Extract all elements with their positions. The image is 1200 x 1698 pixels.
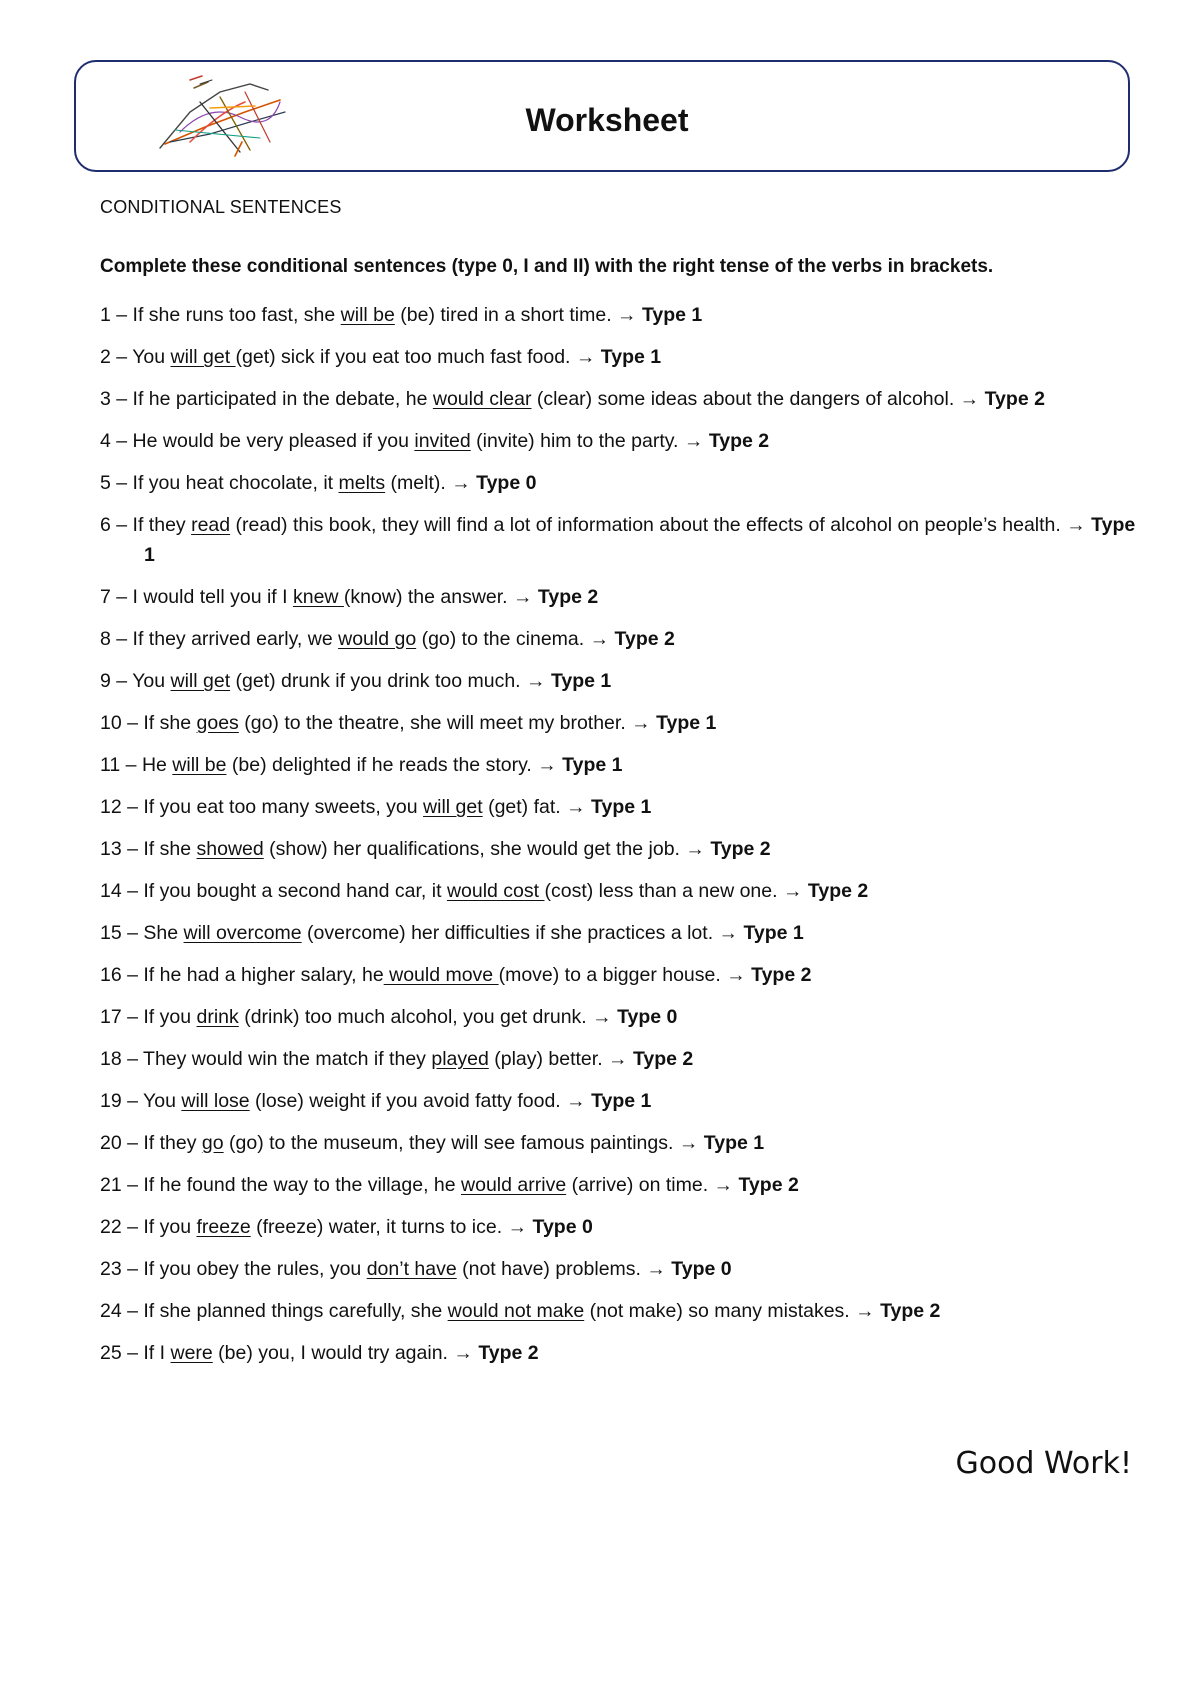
- question-text-after: (know) the answer.: [343, 586, 513, 608]
- question-item: 9 – You will get (get) drunk if you drink too much. → Type 1: [100, 670, 612, 692]
- question-number: 23: [100, 1258, 122, 1280]
- question-item: 23 – If you obey the rules, you don’t have (not have) problems. → Type 0: [100, 1258, 732, 1280]
- type-label: Type 2: [807, 880, 869, 902]
- type-label: Type 1: [703, 1132, 765, 1154]
- question-item: 21 – If he found the way to the village, he would arrive (arrive) on time. → Type 2: [100, 1174, 799, 1196]
- question-number: 17: [100, 1006, 122, 1028]
- question-item: 16 – If he had a higher salary, he would move (move) to a bigger house. → Type 2: [100, 964, 812, 986]
- type-label: Type 2: [632, 1048, 694, 1070]
- type-label: Type 1: [591, 796, 652, 818]
- answer-underlined: will be: [172, 754, 227, 776]
- answer-underlined: would arrive: [461, 1174, 567, 1196]
- answer-underlined: showed: [196, 838, 264, 860]
- question-text-after: (invite) him to the party.: [470, 430, 684, 452]
- question-item: 2 – You will get (get) sick if you eat too much fast food. → Type 1: [100, 346, 662, 368]
- question-text-after: (go) to the museum, they will see famous paintings.: [223, 1132, 679, 1154]
- arrow-icon: →: [959, 388, 980, 410]
- question-item: 22 – If you freeze (freeze) water, it turns to ice. → Type 0: [100, 1216, 593, 1238]
- question-number: 3: [100, 388, 111, 410]
- question-number: 22: [100, 1216, 122, 1238]
- type-label: Type 2: [710, 838, 771, 860]
- arrow-icon: →: [713, 1174, 734, 1196]
- answer-underlined: would cost: [446, 880, 545, 902]
- type-label: Type 1: [550, 670, 612, 692]
- question-item: 5 – If you heat chocolate, it melts (melt). → Type 0: [100, 472, 537, 494]
- question-number: 24: [100, 1300, 122, 1322]
- question-item: 7 – I would tell you if I knew (know) the answer. → Type 2: [100, 586, 599, 608]
- answer-underlined: drink: [196, 1006, 239, 1028]
- answer-underlined: will be: [340, 304, 395, 326]
- answer-underlined: go: [201, 1132, 224, 1154]
- question-number: 6: [100, 514, 111, 536]
- question-number: 15: [100, 922, 122, 944]
- question-text-after: (freeze) water, it turns to ice.: [250, 1216, 508, 1238]
- answer-underlined: invited: [414, 430, 471, 452]
- question-text-after: (go) to the theatre, she will meet my brother.: [238, 712, 632, 734]
- question-text-before: If you eat too many sweets, you: [143, 796, 424, 818]
- arrow-icon: →: [592, 1006, 612, 1028]
- answer-underlined: knew: [292, 586, 344, 608]
- answer-underlined: goes: [196, 712, 239, 734]
- arrow-icon: →: [782, 880, 803, 902]
- question-text-before: If she planned things carefully, she: [143, 1300, 448, 1322]
- question-item: 3 – If he participated in the debate, he would clear (clear) some ideas about the dangers of alcohol. → Type 2: [100, 388, 1045, 410]
- question-number: 10: [100, 712, 122, 734]
- answer-underlined: will lose: [181, 1090, 250, 1112]
- arrow-icon: →: [608, 1048, 628, 1070]
- question-text-after: (show) her qualifications, she would get the job.: [263, 838, 686, 860]
- question-item: 20 – If they go (go) to the museum, they will see famous paintings. → Type 1: [100, 1132, 765, 1154]
- arrow-icon: →: [451, 472, 471, 494]
- arrow-icon: →: [589, 628, 610, 650]
- question-number: 9: [100, 670, 111, 692]
- question-text-before: If he had a higher salary, he: [143, 964, 384, 986]
- question-text-after: (be) you, I would try again.: [212, 1342, 454, 1364]
- question-text-before: If he found the way to the village, he: [143, 1174, 462, 1196]
- question-item: 15 – She will overcome (overcome) her difficulties if she practices a lot. → Type 1: [100, 922, 804, 944]
- question-number: 20: [100, 1132, 122, 1154]
- question-number: 19: [100, 1090, 122, 1112]
- type-label: Type 2: [738, 1174, 799, 1196]
- answer-underlined: will overcome: [183, 922, 302, 944]
- question-text-after: (get) drunk if you drink too much.: [230, 670, 527, 692]
- question-text-after: (get) sick if you eat too much fast food.: [235, 346, 576, 368]
- answer-underlined: were: [170, 1342, 213, 1364]
- question-text-before: If you: [143, 1216, 197, 1238]
- question-text-before: If she: [143, 838, 197, 860]
- question-number: 5: [100, 472, 111, 494]
- arrow-icon: →: [646, 1258, 666, 1280]
- question-text-after: (not have) problems.: [456, 1258, 647, 1280]
- question-number: 14: [100, 880, 122, 902]
- type-label: Type 2: [537, 586, 599, 608]
- question-text-before: You: [132, 346, 171, 368]
- question-text-before: He would be very pleased if you: [132, 430, 415, 452]
- question-number: 11: [100, 754, 121, 776]
- type-label: Type 1: [600, 346, 662, 368]
- arrow-icon: →: [726, 964, 746, 986]
- arrow-icon: →: [683, 430, 704, 452]
- question-text-before: If they: [143, 1132, 202, 1154]
- answer-underlined: don’t have: [366, 1258, 457, 1280]
- question-text-after: (cost) less than a new one.: [544, 880, 783, 902]
- question-text-after: (drink) too much alcohol, you get drunk.: [238, 1006, 593, 1028]
- type-label: Type 1: [562, 754, 623, 776]
- question-text-before: If they arrived early, we: [132, 628, 339, 650]
- answer-underlined: melts: [338, 472, 386, 494]
- type-label: Type 1: [743, 922, 804, 944]
- question-text-after: (lose) weight if you avoid fatty food.: [249, 1090, 567, 1112]
- question-text-before: If I: [143, 1342, 171, 1364]
- question-text-after: (clear) some ideas about the dangers of alcohol.: [531, 388, 960, 410]
- type-label: Type 2: [751, 964, 812, 986]
- section-title: CONDITIONAL SENTENCES: [100, 197, 342, 217]
- logo-sketch-icon: [150, 72, 300, 160]
- question-number: 4: [100, 430, 111, 452]
- answer-underlined: would move: [383, 964, 499, 986]
- arrow-icon: →: [513, 586, 533, 608]
- question-text-before: If they: [132, 514, 192, 536]
- arrow-icon: →: [507, 1216, 528, 1238]
- question-text-after: (not make) so many mistakes.: [584, 1300, 856, 1322]
- type-label: Type 2: [614, 628, 675, 650]
- type-label: Type 1: [144, 514, 1136, 566]
- question-item: 6 – If they read (read) this book, they will find a lot of information about the effects of alcohol on people’s health. → Type 1: [100, 514, 1136, 566]
- type-label: Type 1: [656, 712, 717, 734]
- question-text-before: She: [143, 922, 184, 944]
- question-number: 13: [100, 838, 122, 860]
- question-item: 18 – They would win the match if they played (play) better. → Type 2: [100, 1048, 694, 1070]
- question-number: 18: [100, 1048, 122, 1070]
- question-item: 8 – If they arrived early, we would go (go) to the cinema. → Type 2: [100, 628, 675, 650]
- type-label: Type 0: [671, 1258, 732, 1280]
- answer-underlined: would go: [338, 628, 417, 650]
- question-number: 25: [100, 1342, 122, 1364]
- question-text-before: I would tell you if I: [132, 586, 293, 608]
- question-text-before: They would win the match if they: [143, 1048, 432, 1070]
- question-item: 17 – If you drink (drink) too much alcohol, you get drunk. → Type 0: [100, 1006, 678, 1028]
- question-item: 14 – If you bought a second hand car, it would cost (cost) less than a new one. → Type 2: [100, 880, 869, 902]
- arrow-icon: →: [537, 754, 557, 776]
- question-item: 13 – If she showed (show) her qualifications, she would get the job. → Type 2: [100, 838, 771, 860]
- question-text-after: (be) tired in a short time.: [394, 304, 618, 326]
- instructions: Complete these conditional sentences (type 0, I and II) with the right tense of the verbs in brackets.: [100, 256, 994, 277]
- answer-underlined: freeze: [196, 1216, 251, 1238]
- question-item: 1 – If she runs too fast, she will be (be) tired in a short time. → Type 1: [100, 304, 703, 326]
- type-label: Type 2: [984, 388, 1045, 410]
- question-text-after: (move) to a bigger house.: [498, 964, 727, 986]
- question-number: 7: [100, 586, 111, 608]
- answer-underlined: played: [431, 1048, 489, 1070]
- question-text-before: If he participated in the debate, he: [132, 388, 433, 410]
- type-label: Type 0: [617, 1006, 678, 1028]
- question-number: 1: [100, 304, 111, 326]
- question-text-before: You: [132, 670, 171, 692]
- question-item: 4 – He would be very pleased if you invited (invite) him to the party. → Type 2: [100, 430, 770, 452]
- question-item: 25 – If I were (be) you, I would try again. → Type 2: [100, 1342, 539, 1364]
- question-number: 2: [100, 346, 111, 368]
- question-text-after: (get) fat.: [482, 796, 567, 818]
- question-number: 16: [100, 964, 122, 986]
- question-text-before: If you obey the rules, you: [143, 1258, 367, 1280]
- page-title: Worksheet: [525, 102, 689, 138]
- arrow-icon: →: [678, 1132, 699, 1154]
- question-text-before: If you heat chocolate, it: [132, 472, 339, 494]
- question-text-after: (go) to the cinema.: [416, 628, 590, 650]
- question-number: 21: [100, 1174, 122, 1196]
- question-text-before: You: [143, 1090, 182, 1112]
- closing-note: Good Work!: [955, 1446, 1132, 1481]
- question-text-before: He: [141, 754, 173, 776]
- type-label: Type 1: [591, 1090, 652, 1112]
- arrow-icon: →: [575, 346, 596, 368]
- arrow-icon: →: [617, 304, 637, 326]
- answer-underlined: will get: [170, 346, 236, 368]
- arrow-icon: →: [685, 838, 705, 860]
- question-text-before: If you: [143, 1006, 197, 1028]
- answer-underlined: will get: [423, 796, 483, 818]
- arrow-icon: →: [631, 712, 651, 734]
- type-label: Type 2: [880, 1300, 941, 1322]
- question-text-after: (play) better.: [488, 1048, 609, 1070]
- type-label: Type 1: [641, 304, 703, 326]
- arrow-icon: →: [566, 796, 586, 818]
- question-item: 10 – If she goes (go) to the theatre, she will meet my brother. → Type 1: [100, 712, 717, 734]
- answer-underlined: will get: [170, 670, 231, 692]
- type-label: Type 0: [476, 472, 537, 494]
- question-text-after: (be) delighted if he reads the story.: [226, 754, 538, 776]
- question-text-after: (arrive) on time.: [566, 1174, 714, 1196]
- answer-underlined: would clear: [432, 388, 532, 410]
- question-item: 11 – He will be (be) delighted if he reads the story. → Type 1: [100, 754, 623, 776]
- question-item: 24 – If she planned things carefully, she would not make (not make) so many mistakes. → Type 2: [100, 1300, 941, 1322]
- question-item: 19 – You will lose (lose) weight if you avoid fatty food. → Type 1: [100, 1090, 652, 1112]
- question-number: 8: [100, 628, 111, 650]
- answer-underlined: would not make: [447, 1300, 585, 1322]
- question-item: 12 – If you eat too many sweets, you will get (get) fat. → Type 1: [100, 796, 652, 818]
- question-text-after: (read) this book, they will find a lot of information about the effects of alcohol on people’s health.: [230, 514, 1067, 536]
- arrow-icon: →: [526, 670, 546, 692]
- question-text-before: If she runs too fast, she: [132, 304, 341, 326]
- worksheet-body: [100, 192, 1140, 1380]
- question-text-after: (melt).: [385, 472, 452, 494]
- question-text-before: If you bought a second hand car, it: [143, 880, 447, 902]
- type-label: Type 2: [478, 1342, 539, 1364]
- arrow-icon: →: [1066, 514, 1086, 536]
- type-label: Type 0: [532, 1216, 593, 1238]
- question-text-before: If she: [143, 712, 197, 734]
- arrow-icon: →: [453, 1342, 473, 1364]
- arrow-icon: →: [855, 1300, 875, 1322]
- type-label: Type 2: [708, 430, 770, 452]
- arrow-icon: →: [566, 1090, 586, 1112]
- question-list: [100, 300, 1140, 1368]
- answer-underlined: read: [191, 514, 231, 536]
- arrow-icon: →: [718, 922, 739, 944]
- question-number: 12: [100, 796, 122, 818]
- question-text-after: (overcome) her difficulties if she practices a lot.: [301, 922, 719, 944]
